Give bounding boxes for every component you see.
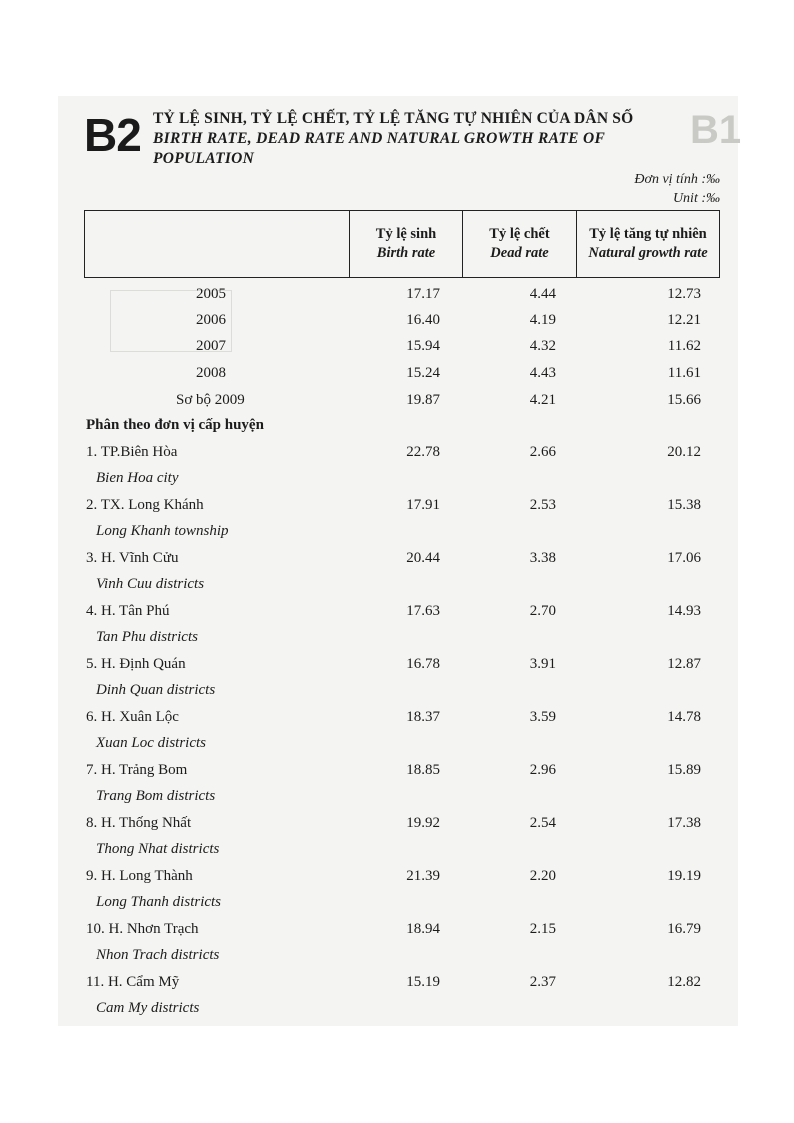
birth-rate-value: 17.91 bbox=[406, 497, 440, 513]
header-dead-rate-vi: Tỷ lệ chết bbox=[489, 226, 550, 242]
growth-rate-value: 15.38 bbox=[667, 497, 701, 513]
birth-rate-value: 22.78 bbox=[406, 444, 440, 460]
birth-rate-value: 15.94 bbox=[406, 338, 440, 354]
table-row bbox=[0, 392, 794, 416]
table-header bbox=[84, 210, 720, 278]
district-name-english: Dinh Quan districts bbox=[96, 682, 216, 698]
table-row bbox=[0, 868, 794, 892]
birth-rate-value: 19.92 bbox=[406, 815, 440, 831]
title-vietnamese: TỶ LỆ SINH, TỶ LỆ CHẾT, TỶ LỆ TĂNG TỰ NHIÊN CỦA DÂN SỐ bbox=[153, 110, 634, 127]
birth-rate-value: 19.87 bbox=[406, 392, 440, 408]
district-name: 1. TP.Biên Hòa bbox=[86, 444, 178, 460]
dead-rate-value: 2.70 bbox=[529, 603, 556, 619]
district-name: 11. H. Cẩm Mỹ bbox=[86, 974, 180, 990]
district-name: 7. H. Trảng Bom bbox=[86, 762, 188, 778]
dead-rate-value: 2.37 bbox=[529, 974, 556, 990]
district-name: 2. TX. Long Khánh bbox=[86, 497, 204, 513]
birth-rate-value: 21.39 bbox=[406, 868, 440, 884]
unit-vietnamese: Đơn vị tính :‰ bbox=[634, 172, 720, 187]
header-dead-rate bbox=[462, 211, 576, 277]
table-row bbox=[0, 444, 794, 468]
table-row bbox=[0, 921, 794, 945]
title-english: BIRTH RATE, DEAD RATE AND NATURAL GROWTH RATE OF POPULATION bbox=[153, 130, 605, 167]
header-growth-rate-vi: Tỷ lệ tăng tự nhiên bbox=[589, 226, 707, 242]
district-name: 3. H. Vĩnh Cửu bbox=[86, 550, 179, 566]
section-heading-by-district: Phân theo đơn vị cấp huyện bbox=[86, 417, 264, 433]
growth-rate-value: 11.62 bbox=[667, 338, 701, 354]
birth-rate-value: 16.40 bbox=[406, 312, 440, 328]
bleed-through-shadow: B1 bbox=[690, 108, 742, 152]
district-name-english: Cam My districts bbox=[96, 1000, 200, 1016]
table-row bbox=[0, 497, 794, 521]
header-growth-rate-en: Natural growth rate bbox=[588, 245, 708, 261]
dead-rate-value: 2.20 bbox=[529, 868, 556, 884]
header-dead-rate-en: Dead rate bbox=[490, 245, 549, 261]
district-name: 6. H. Xuân Lộc bbox=[86, 709, 179, 725]
growth-rate-value: 20.12 bbox=[667, 444, 701, 460]
district-name-english: Xuan Loc districts bbox=[96, 735, 207, 751]
dead-rate-value: 4.19 bbox=[529, 312, 556, 328]
growth-rate-value: 12.21 bbox=[667, 312, 701, 328]
birth-rate-value: 15.19 bbox=[406, 974, 440, 990]
dead-rate-value: 2.66 bbox=[529, 444, 556, 460]
year-label: 2006 bbox=[196, 312, 226, 328]
table-row bbox=[0, 286, 794, 310]
dead-rate-value: 2.96 bbox=[529, 762, 556, 778]
district-name-english: Long Thanh districts bbox=[96, 894, 222, 910]
table-row bbox=[0, 815, 794, 839]
district-name-english: Vinh Cuu districts bbox=[96, 576, 205, 592]
growth-rate-value: 14.78 bbox=[667, 709, 701, 725]
district-name-english: Bien Hoa city bbox=[96, 470, 179, 486]
table-row bbox=[0, 974, 794, 998]
district-name-english: Tan Phu districts bbox=[96, 629, 198, 645]
district-name-english: Trang Bom districts bbox=[96, 788, 216, 804]
birth-rate-value: 17.17 bbox=[406, 286, 440, 302]
growth-rate-value: 15.89 bbox=[667, 762, 701, 778]
district-name: 9. H. Long Thành bbox=[86, 868, 193, 884]
dead-rate-value: 2.15 bbox=[529, 921, 556, 937]
table-row bbox=[0, 338, 794, 362]
dead-rate-value: 4.43 bbox=[529, 365, 556, 381]
dead-rate-value: 2.53 bbox=[529, 497, 556, 513]
year-label: 2005 bbox=[196, 286, 226, 302]
growth-rate-value: 17.38 bbox=[667, 815, 701, 831]
year-label: 2007 bbox=[196, 338, 226, 354]
birth-rate-value: 17.63 bbox=[406, 603, 440, 619]
header-natural-growth-rate bbox=[576, 211, 719, 277]
birth-rate-value: 15.24 bbox=[406, 365, 440, 381]
growth-rate-value: 11.61 bbox=[667, 365, 701, 381]
growth-rate-value: 16.79 bbox=[667, 921, 701, 937]
dead-rate-value: 3.91 bbox=[529, 656, 556, 672]
header-birth-rate-en: Birth rate bbox=[376, 245, 436, 261]
birth-rate-value: 18.94 bbox=[406, 921, 440, 937]
growth-rate-value: 12.73 bbox=[667, 286, 701, 302]
dead-rate-value: 2.54 bbox=[529, 815, 556, 831]
dead-rate-value: 3.38 bbox=[529, 550, 556, 566]
table-row bbox=[0, 312, 794, 336]
dead-rate-value: 4.44 bbox=[529, 286, 556, 302]
dead-rate-value: 4.21 bbox=[529, 392, 556, 408]
growth-rate-value: 14.93 bbox=[667, 603, 701, 619]
district-name: 8. H. Thống Nhất bbox=[86, 815, 192, 831]
growth-rate-value: 12.82 bbox=[667, 974, 701, 990]
year-label: Sơ bộ 2009 bbox=[176, 392, 245, 408]
district-name: 10. H. Nhơn Trạch bbox=[86, 921, 199, 937]
table-row bbox=[0, 709, 794, 733]
birth-rate-value: 16.78 bbox=[406, 656, 440, 672]
district-name: 4. H. Tân Phú bbox=[86, 603, 170, 619]
dead-rate-value: 4.32 bbox=[529, 338, 556, 354]
growth-rate-value: 19.19 bbox=[667, 868, 701, 884]
district-name-english: Long Khanh township bbox=[96, 523, 229, 539]
district-name: 5. H. Định Quán bbox=[86, 656, 186, 672]
district-name-english: Thong Nhat districts bbox=[96, 841, 220, 857]
table-row bbox=[0, 365, 794, 389]
table-row bbox=[0, 550, 794, 574]
header-birth-rate bbox=[349, 211, 462, 277]
table-row bbox=[0, 603, 794, 627]
district-name-english: Nhon Trach districts bbox=[96, 947, 220, 963]
table-row bbox=[0, 656, 794, 680]
birth-rate-value: 18.37 bbox=[406, 709, 440, 725]
birth-rate-value: 20.44 bbox=[406, 550, 440, 566]
growth-rate-value: 17.06 bbox=[667, 550, 701, 566]
unit-english: Unit :‰ bbox=[672, 191, 720, 206]
year-label: 2008 bbox=[196, 365, 226, 381]
dead-rate-value: 3.59 bbox=[529, 709, 556, 725]
header-birth-rate-vi: Tỷ lệ sinh bbox=[375, 226, 437, 242]
table-code: B2 bbox=[84, 109, 141, 161]
table-row bbox=[0, 762, 794, 786]
growth-rate-value: 12.87 bbox=[667, 656, 701, 672]
birth-rate-value: 18.85 bbox=[406, 762, 440, 778]
growth-rate-value: 15.66 bbox=[667, 392, 701, 408]
